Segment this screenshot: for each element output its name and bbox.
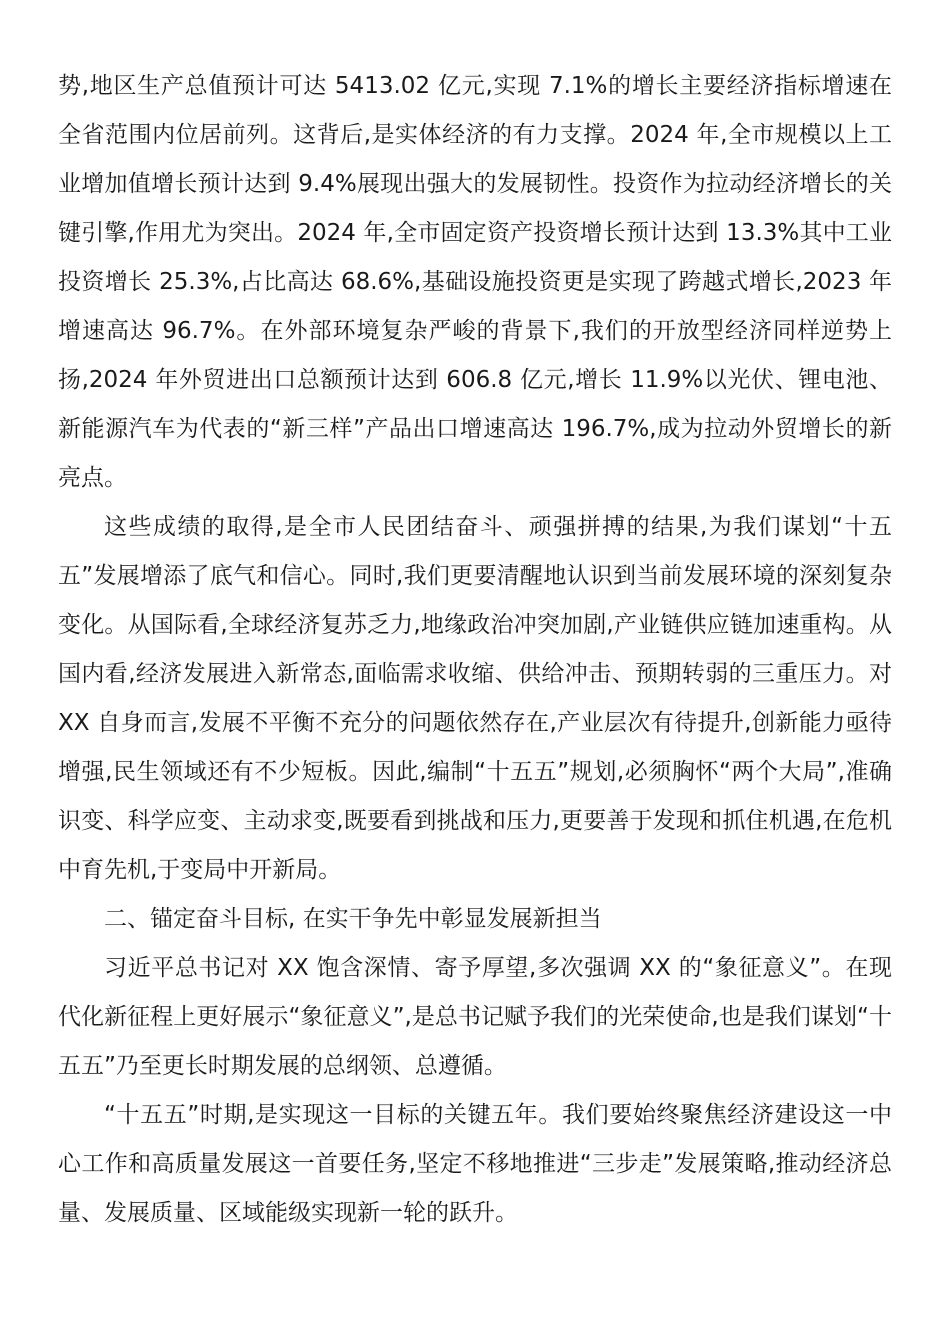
paragraph-symbolic-meaning: 习近平总书记对 XX 饱含深情、寄予厚望,多次强调 XX 的“象征意义”。在现代化新征程上更好展示“象征意义”,是总书记赋予我们的光荣使命,也是我们谋划“十五五”乃至更长时期发展的总纲领、总遵循。 xyxy=(58,955,892,1079)
document-page xyxy=(58,62,892,1238)
paragraph-economic-data: 势,地区生产总值预计可达 5413.02 亿元,实现 7.1%的增长主要经济指标增速在全省范围内位居前列。这背后,是实体经济的有力支撑。2024 年,全市规模以上工业增加值增长预计达到 9.4%展现出强大的发展韧性。投资作为拉动经济增长的关键引擎,作用尤为突出。2024 年,全市固定资产投资增长预计达到 13.3%其中工业投资增长 25.3%,占比高达 68.6%,基础设施投资更是实现了跨越式增长,2023 年增速高达 96.7%。在外部环境复杂严峻的背景下,我们的开放型经济同样逆势上扬,2024 年外贸进出口总额预计达到 606.8 亿元,增长 11.9%以光伏、锂电池、新能源汽车为代表的“新三样”产品出口增速高达 196.7%,成为拉动外贸增长的新亮点。 xyxy=(58,73,892,491)
section-heading: 二、锚定奋斗目标, 在实干争先中彰显发展新担当 xyxy=(104,906,602,932)
paragraph-development-environment: 这些成绩的取得,是全市人民团结奋斗、顽强拼搏的结果,为我们谋划“十五五”发展增添了底气和信心。同时,我们更要清醒地认识到当前发展环境的深刻复杂变化。从国际看,全球经济复苏乏力,地缘政治冲突加剧,产业链供应链加速重构。从国内看,经济发展进入新常态,面临需求收缩、供给冲击、预期转弱的三重压力。对 XX 自身而言,发展不平衡不充分的问题依然存在,产业层次有待提升,创新能力亟待增强,民生领域还有不少短板。因此,编制“十五五”规划,必须胸怀“两个大局”,准确识变、科学应变、主动求变,既要看到挑战和压力,更要善于发现和抓住机遇,在危机中育先机,于变局中开新局。 xyxy=(58,514,892,883)
paragraph-key-five-years: “十五五”时期,是实现这一目标的关键五年。我们要始终聚焦经济建设这一中心工作和高质量发展这一首要任务,坚定不移地推进“三步走”发展策略,推动经济总量、发展质量、区域能级实现新一轮的跃升。 xyxy=(58,1102,892,1226)
